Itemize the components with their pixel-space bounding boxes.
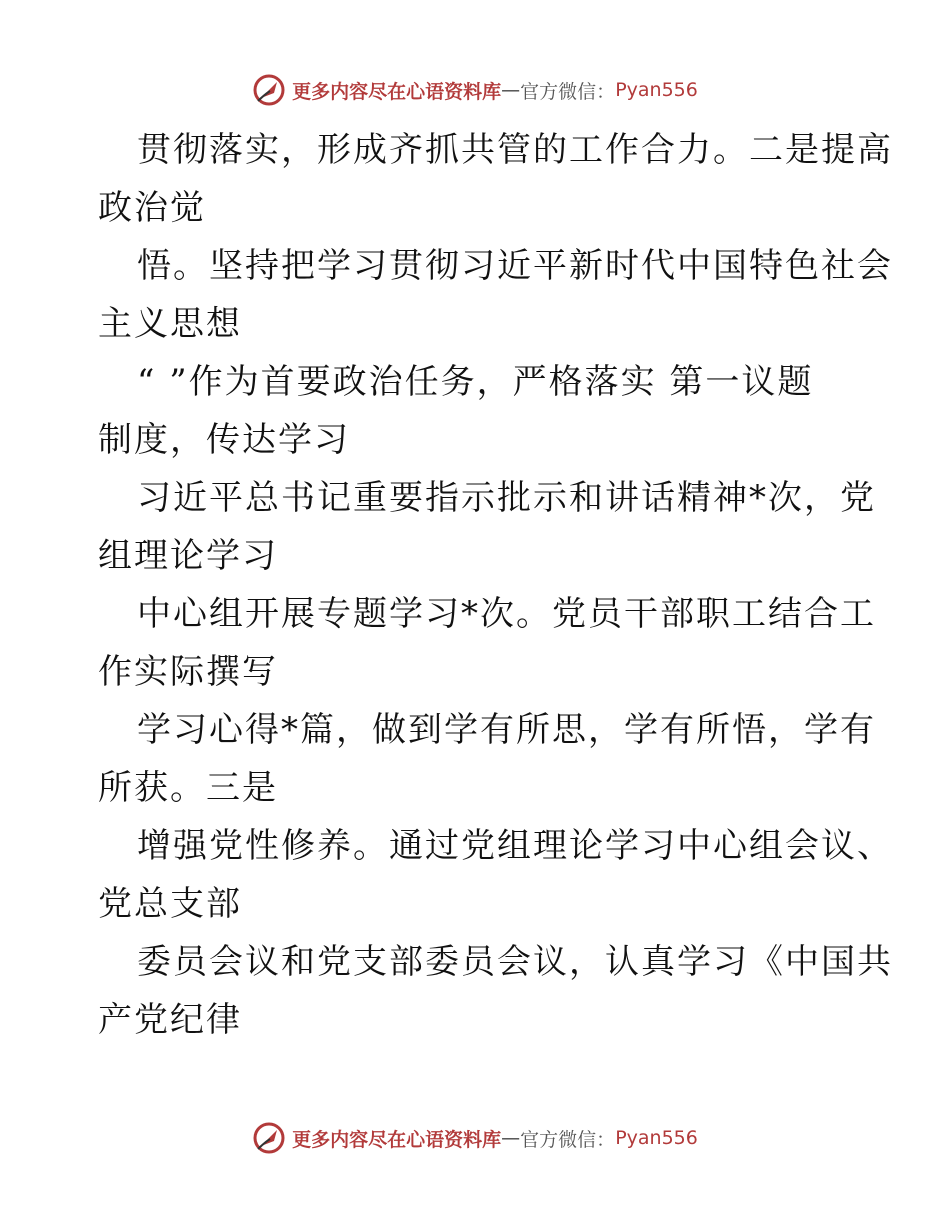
text-line: 主义思想 — [98, 304, 242, 344]
footer-watermark — [0, 1118, 950, 1158]
text-line: 作实际撰写 — [98, 652, 278, 692]
watermark-official-label: 官方微信： — [520, 80, 616, 103]
text-line: 产党纪律 — [98, 1000, 242, 1040]
text-line: 组理论学习 — [98, 536, 278, 576]
text-line: 习近平总书记重要指示批示和讲话精神*次，党 — [137, 478, 876, 518]
text-line: 党总支部 — [98, 884, 242, 924]
text-line: 政治觉 — [98, 188, 206, 228]
text-line: 中心组开展专题学习*次。党员干部职工结合工 — [137, 594, 876, 634]
quill-logo-icon — [252, 73, 286, 107]
watermark-brand: 更多内容尽在心语资料库 — [292, 80, 502, 103]
text-line: 增强党性修养。通过党组理论学习中心组会议、 — [137, 826, 893, 866]
text-line: 悟。坚持把学习贯彻习近平新时代中国特色社会 — [137, 246, 893, 286]
text-line: 所获。三是 — [98, 768, 278, 808]
watermark-dash: — — [501, 79, 521, 101]
watermark-brand: 更多内容尽在心语资料库 — [292, 1128, 502, 1151]
header-watermark — [0, 70, 950, 110]
text-line: 学习心得*篇，做到学有所思，学有所悟，学有 — [137, 710, 876, 750]
text-line: 贯彻落实，形成齐抓共管的工作合力。二是提高 — [137, 130, 893, 170]
watermark-wechat-id: Pyan556 — [615, 1127, 698, 1149]
text-line: 委员会议和党支部委员会议，认真学习《中国共 — [137, 942, 893, 982]
watermark-dash: — — [501, 1127, 521, 1149]
text-line: 制度，传达学习 — [98, 420, 350, 460]
watermark-official-label: 官方微信： — [520, 1128, 616, 1151]
quill-logo-icon — [252, 1121, 286, 1155]
watermark-wechat-id: Pyan556 — [615, 79, 698, 101]
text-line: “ ”作为首要政治任务，严格落实 第一议题 — [137, 362, 814, 402]
